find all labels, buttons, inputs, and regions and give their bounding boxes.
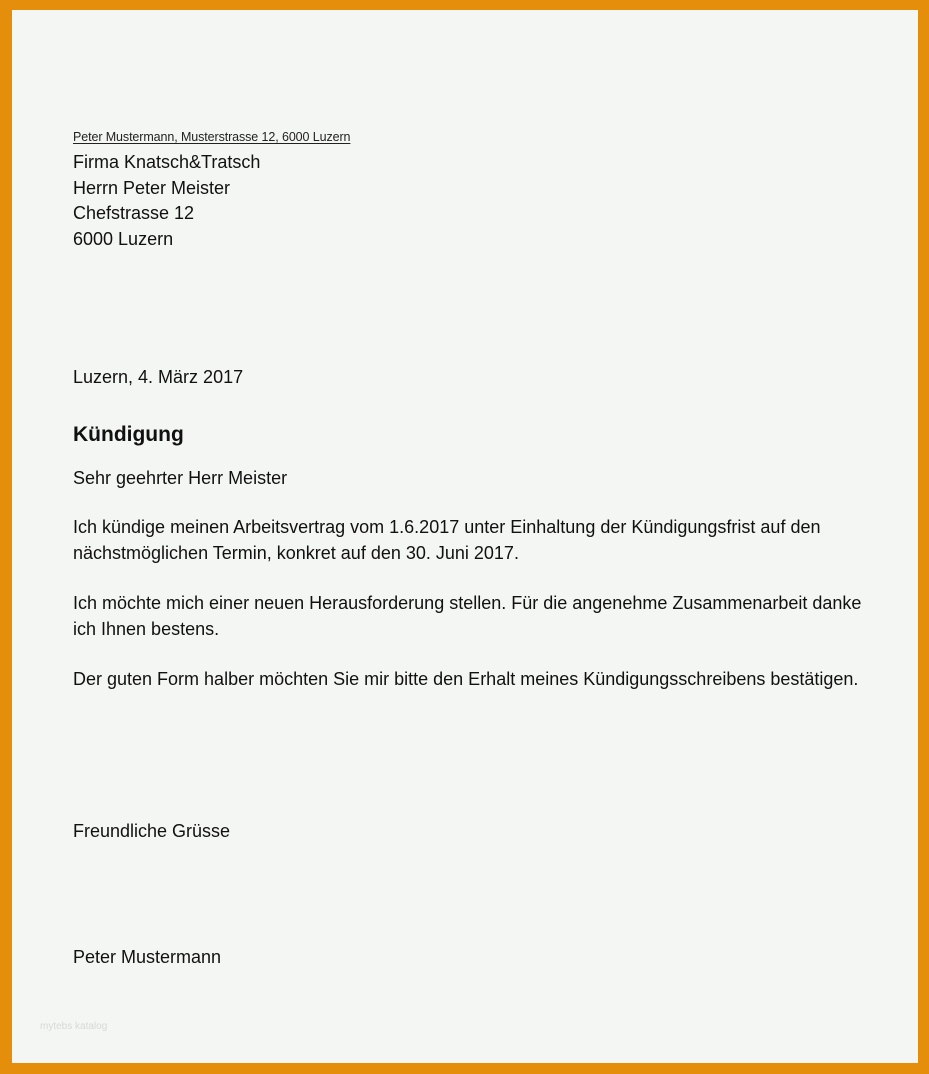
letter-page (12, 10, 918, 1063)
recipient-street: Chefstrasse 12 (73, 203, 195, 223)
body-paragraph-3: Der guten Form halber möchten Sie mir bitte den Erhalt meines Kündigungsschreibens bestätigen. (73, 669, 859, 689)
letter-closing: Freundliche Grüsse (73, 821, 231, 841)
watermark: mytebs katalog (40, 1021, 108, 1032)
letter-signature: Peter Mustermann (73, 947, 222, 967)
recipient-city: 6000 Luzern (73, 228, 174, 249)
recipient-name: Herrn Peter Meister (73, 177, 231, 198)
body-paragraph-1: Ich kündige meinen Arbeitsvertrag vom 1.6.2017 unter Einhaltung der Kündigungsfrist auf den nächstmöglichen Termin, konkret auf den 30. Juni 2017. (73, 517, 821, 563)
recipient-address-block (73, 150, 260, 252)
sender-address-line: Peter Mustermann, Musterstrasse 12, 6000 Luzern (73, 130, 351, 144)
letter-subject: Kündigung (73, 423, 184, 446)
recipient-company: Firma Knatsch&Tratsch (73, 152, 261, 172)
letter-salutation: Sehr geehrter Herr Meister (73, 468, 288, 488)
body-paragraph-2: Ich möchte mich einer neuen Herausforderung stellen. Für die angenehme Zusammenarbeit danke ich Ihnen bestens. (73, 593, 862, 639)
letter-date: Luzern, 4. März 2017 (73, 367, 244, 387)
